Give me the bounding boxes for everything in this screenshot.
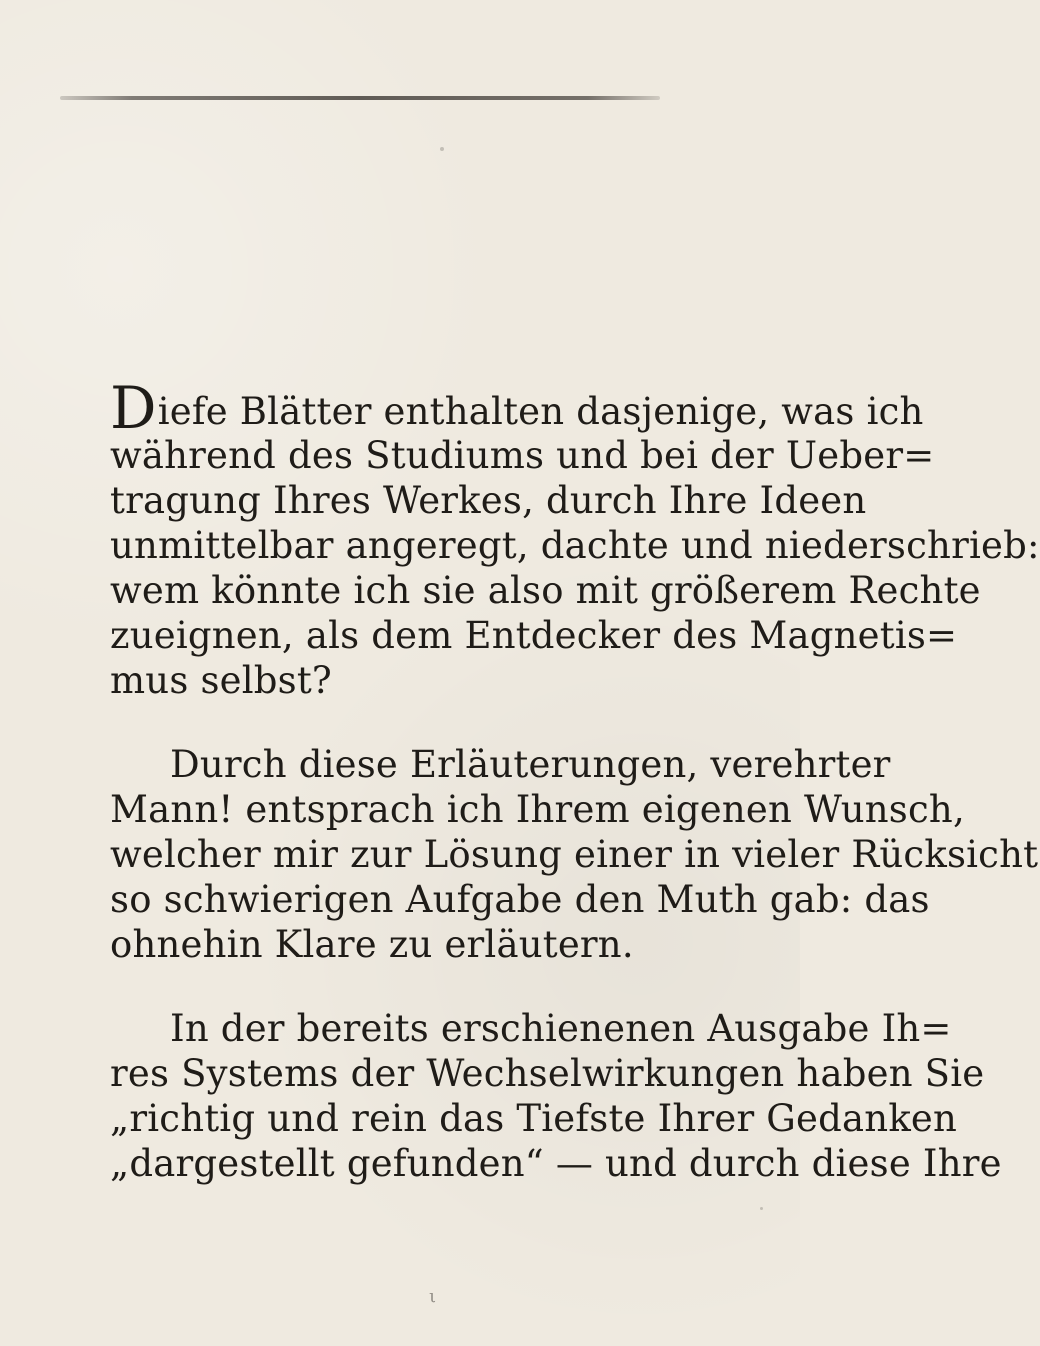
paragraph-3-line-1: In der bereits erschienenen Ausgabe Ih= — [170, 1007, 952, 1050]
paragraph-3-line-4: „dargestellt gefunden“ — und durch diese Ihre — [110, 1142, 1002, 1185]
paragraph-1-line-6: zueignen, als dem Entdecker des Magnetis= — [110, 614, 958, 657]
paragraph-3-line-2: res Systems der Wechselwirkungen haben Sie — [110, 1052, 985, 1095]
paragraph-2-line-1: Durch diese Erläuterungen, verehrter — [170, 743, 891, 786]
dropcap: D — [110, 374, 157, 442]
paper-speck — [440, 147, 444, 151]
paragraph-2-line-4: so schwierigen Aufgabe den Muth gab: das — [110, 878, 930, 921]
paragraph-2-line-5: ohnehin Klare zu erläutern. — [110, 923, 634, 966]
paragraph-1-line-3: tragung Ihres Werkes, durch Ihre Ideen — [110, 479, 867, 522]
paragraph-1-first-line-rest: iefe Blätter enthalten dasjenige, was ich — [157, 390, 924, 433]
paragraph-1-line-4: unmittelbar angeregt, dachte und niederschrieb: — [110, 524, 1040, 567]
paragraph-2-line-3: welcher mir zur Lösung einer in vieler Rücksicht — [110, 833, 1039, 876]
top-rule — [60, 96, 660, 100]
document-text — [110, 374, 1040, 1186]
paragraph-1-line-2: während des Studiums und bei der Ueber= — [110, 434, 935, 477]
paragraph-3-line-3: „richtig und rein das Tiefste Ihrer Gedanken — [110, 1097, 958, 1140]
paragraph-gap — [110, 703, 690, 742]
paragraph-1-line-7: mus selbst? — [110, 659, 332, 702]
paragraph-2-line-2: Mann! entsprach ich Ihrem eigenen Wunsch, — [110, 788, 965, 831]
paper-speck — [760, 1207, 763, 1210]
footer-mark: ι — [429, 1286, 437, 1307]
paragraph-1-line-5: wem könnte ich sie also mit größerem Rechte — [110, 569, 981, 612]
paragraph-gap — [110, 967, 690, 1006]
paragraph-1-line-1 — [110, 374, 924, 442]
